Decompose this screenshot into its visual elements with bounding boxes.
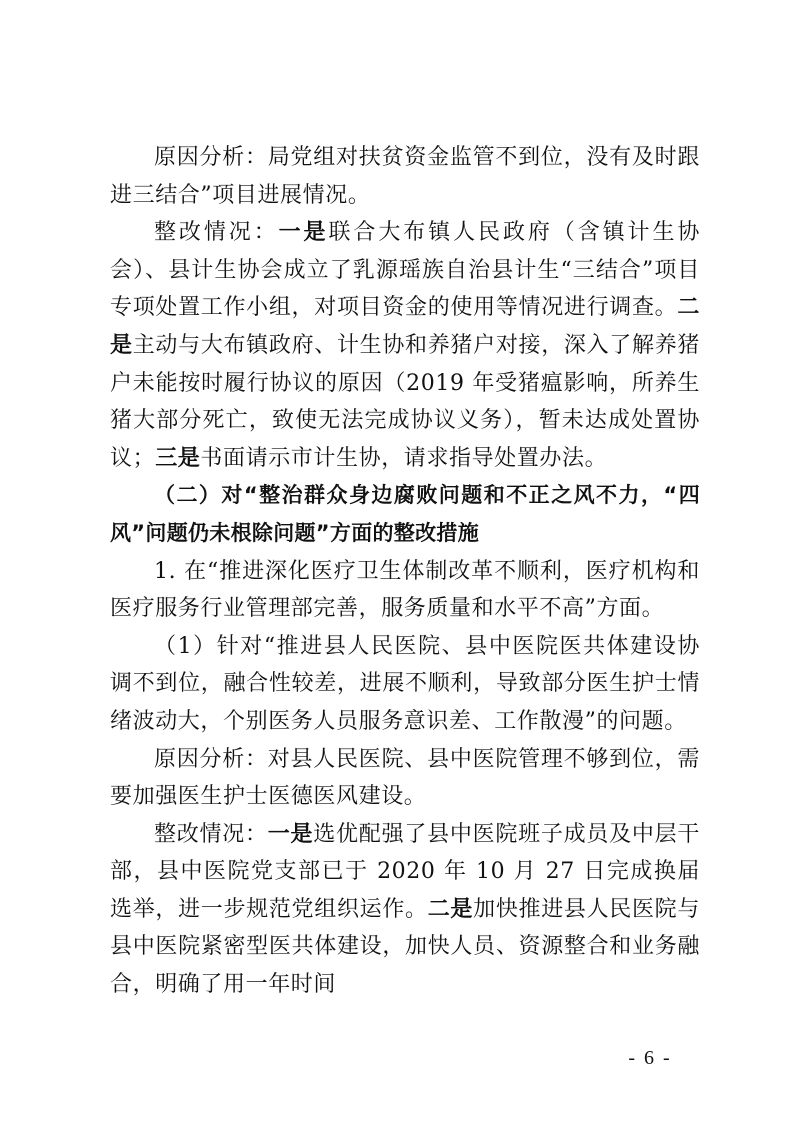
text-segment: （1）针对“推进县人民医院、县中医院医共体建设协调不到位，融合性较差，进展不顺利，导致部分医生护士情绪波动大，个别医务人员服务意识差、工作散漫”的问题。 xyxy=(110,633,700,734)
text-segment: 原因分析：对县人民医院、县中医院管理不够到位，需要加强医生护士医德医风建设。 xyxy=(110,746,700,810)
paragraph-item-1 xyxy=(110,553,700,628)
document-body xyxy=(110,139,700,1004)
text-segment: 整改情况： xyxy=(154,220,279,246)
bold-marker: 一是 xyxy=(278,219,329,246)
text-segment: 1. 在“推进深化医疗卫生体制改革不顺利，医疗机构和医疗服务行业管理部完善，服务质量和水平不高”方面。 xyxy=(110,558,700,622)
text-segment: 原因分析：局党组对扶贫资金监管不到位，没有及时跟进三结合”项目进展情况。 xyxy=(110,145,700,208)
paragraph-rectification-1 xyxy=(110,214,700,477)
paragraph-cause-analysis-2 xyxy=(110,741,700,816)
paragraph-rectification-2 xyxy=(110,816,700,1004)
text-segment: 主动与大布镇政府、计生协和养猪户对接，深入了解养猪户未能按时履行协议的原因（2019 年受猪瘟影响，所养生猪大部分死亡，致使无法完成协议义务），暂未达成处置协议； xyxy=(110,332,700,471)
page-number: - 6 - xyxy=(628,1047,672,1069)
bold-marker: 一是 xyxy=(267,820,314,847)
bold-marker: 二是 xyxy=(427,895,474,922)
text-segment: 联合大布镇人民政府（含镇计生协会）、县计生协会成立了乳源瑶族自治县计生“三结合”项目专项处置工作小组，对项目资金的使用等情况进行调查。 xyxy=(110,220,700,321)
bold-marker: 三是 xyxy=(155,444,201,471)
text-segment: 选优配强了县中医院班子成员及中层干部，县中医院党支部已于 2020 年 10 月 27 日完成换届选举，进一步规范党组织运作。 xyxy=(110,821,700,922)
text-segment: 整改情况： xyxy=(154,821,268,847)
bold-marker: 二是 xyxy=(110,294,700,358)
text-segment: 加快推进县人民医院与县中医院紧密型医共体建设，加快人员、资源整合和业务融合，明确了用一年时间 xyxy=(110,896,700,998)
text-segment: 书面请示市计生协，请求指导处置办法。 xyxy=(200,445,608,471)
section-heading xyxy=(110,477,700,552)
paragraph-cause-analysis-1 xyxy=(110,139,700,214)
heading-text: （二）对“整治群众身边腐败问题和不正之风不力，“四风”问题仍未根除问题”方面的整改措施 xyxy=(110,483,700,545)
paragraph-subitem-1 xyxy=(110,628,700,741)
